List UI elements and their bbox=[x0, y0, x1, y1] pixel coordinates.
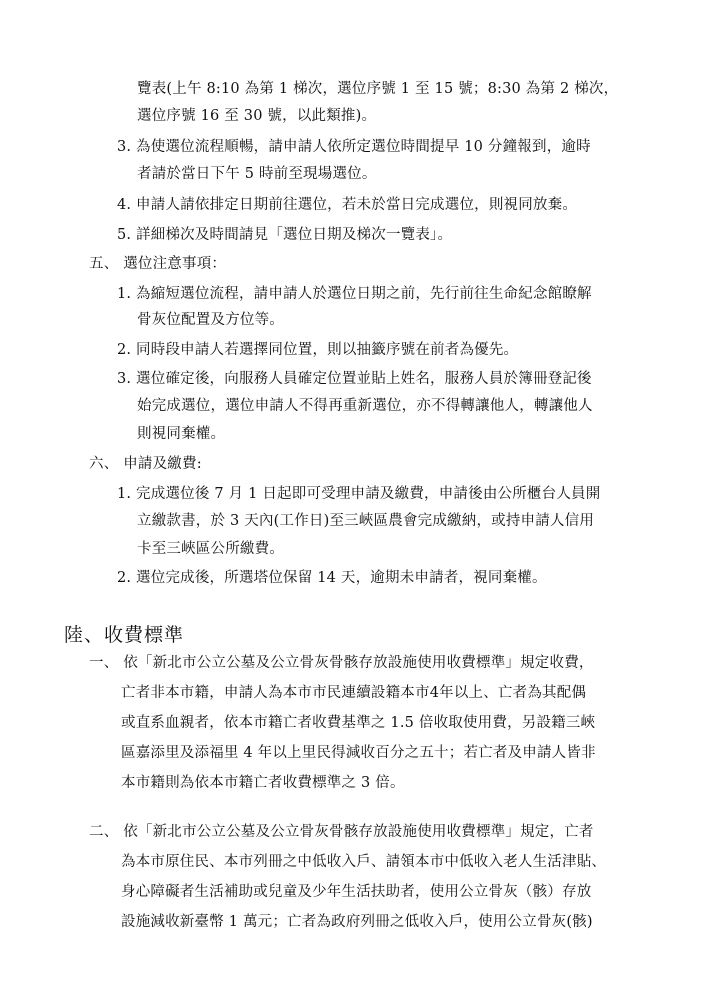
text-line: 始完成選位，選位申請人不得再重新選位，亦不得轉讓他人，轉讓他人 bbox=[137, 398, 593, 414]
list-item: 2. 選位完成後，所選塔位保留 14 天，逾期未申請者，視同棄權。 bbox=[117, 570, 547, 586]
text-line: 亡者非本市籍，申請人為本市市民連續設籍本市4年以上、亡者為其配偶 bbox=[121, 685, 587, 701]
list-item: 1. 完成選位後 7 月 1 日起即可受理申請及繳費，申請後由公所櫃台人員開 bbox=[117, 486, 601, 502]
text-line: 設施減收新臺幣 1 萬元；亡者為政府列冊之低收入戶，使用公立骨灰(骸) bbox=[121, 914, 593, 930]
text-line: 覽表(上午 8:10 為第 1 梯次，選位序號 1 至 15 號；8:30 為第 2 梯次， bbox=[137, 81, 619, 97]
list-item: 5. 詳細梯次及時間請見「選位日期及梯次一覽表」。 bbox=[117, 227, 453, 243]
text-line: 者請於當日下午 5 時前至現場選位。 bbox=[137, 166, 377, 182]
text-line: 立繳款書，於 3 天內(工作日)至三峽區農會完成繳納，或持申請人信用 bbox=[137, 513, 595, 529]
list-item: 1. 為縮短選位流程，請申請人於選位日期之前，先行前往生命紀念館瞭解 bbox=[117, 286, 592, 302]
text-line: 則視同棄權。 bbox=[137, 426, 226, 442]
section-heading: 六、 申請及繳費: bbox=[89, 456, 202, 472]
text-line: 選位序號 16 至 30 號，以此類推)。 bbox=[137, 108, 377, 124]
chapter-heading: 陸、收費標準 bbox=[64, 624, 185, 646]
list-item: 2. 同時段申請人若選擇同位置，則以抽籤序號在前者為優先。 bbox=[117, 342, 519, 358]
section-heading: 五、 選位注意事項： bbox=[89, 256, 227, 272]
paragraph-line: 二、 依「新北市公立公墓及公立骨灰骨骸存放設施使用收費標準」規定，亡者 bbox=[89, 824, 594, 840]
text-line: 卡至三峽區公所繳費。 bbox=[137, 541, 284, 557]
text-line: 身心障礙者生活補助或兒童及少年生活扶助者，使用公立骨灰（骸）存放 bbox=[121, 884, 592, 900]
text-line: 為本市原住民、本市列冊之中低收入戶、請領本市中低收入老人生活津貼、 bbox=[121, 854, 607, 870]
text-line: 或直系血親者，依本市籍亡者收費基準之 1.5 倍收取使用費，另設籍三峽 bbox=[121, 715, 596, 731]
text-line: 本市籍則為依本市籍亡者收費標準之 3 倍。 bbox=[121, 775, 405, 791]
list-item: 4. 申請人請依排定日期前往選位，若未於當日完成選位，則視同放棄。 bbox=[117, 197, 578, 213]
list-item: 3. 為使選位流程順暢，請申請人依所定選位時間提早 10 分鐘報到，逾時 bbox=[117, 139, 591, 155]
text-line: 區嘉添里及添福里 4 年以上里民得減收百分之五十；若亡者及申請人皆非 bbox=[121, 745, 596, 761]
list-item: 3. 選位確定後，向服務人員確定位置並貼上姓名，服務人員於簿冊登記後 bbox=[117, 371, 592, 387]
paragraph-line: 一、 依「新北市公立公墓及公立骨灰骨骸存放設施使用收費標準」規定收費， bbox=[89, 655, 594, 671]
text-line: 骨灰位配置及方位等。 bbox=[137, 312, 284, 328]
